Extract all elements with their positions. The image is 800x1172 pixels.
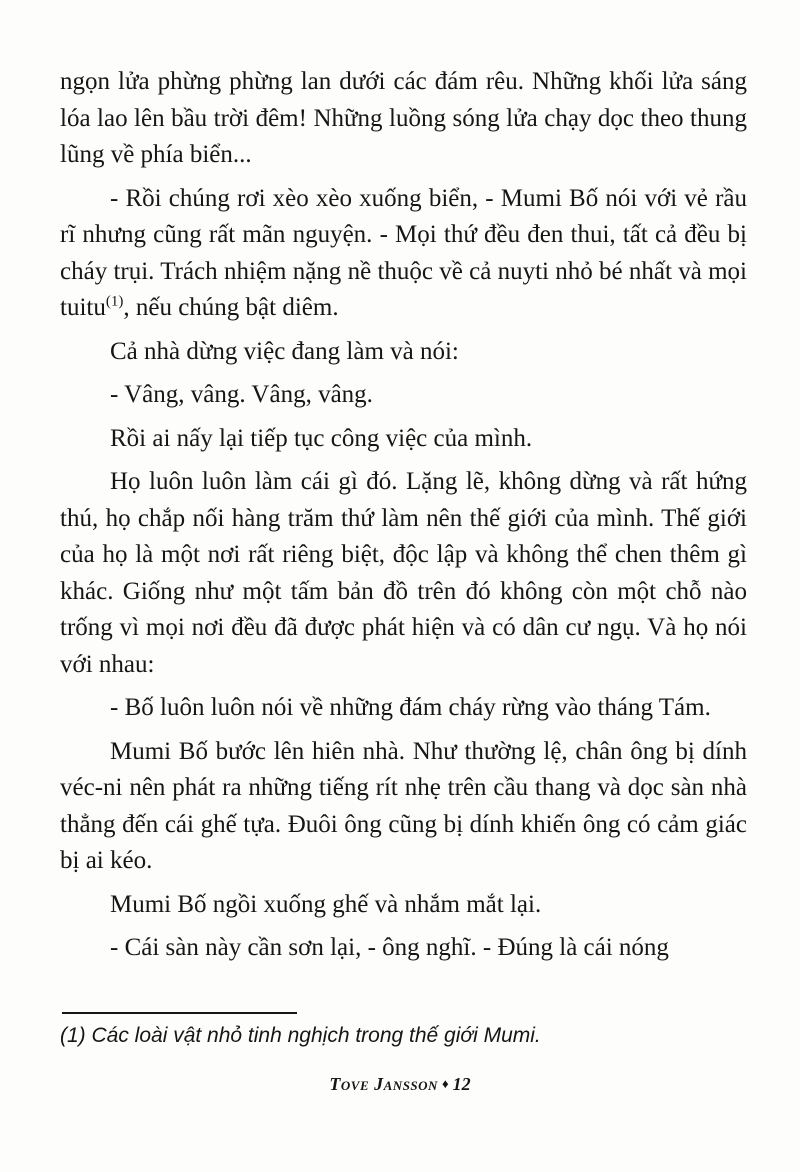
body-paragraph: - Vâng, vâng. Vâng, vâng. bbox=[110, 381, 373, 408]
footnote-ref: (1) bbox=[105, 293, 124, 310]
body-paragraph: - Bố luôn luôn nói về những đám cháy rừng vào tháng Tám. bbox=[110, 694, 711, 721]
body-paragraph: ngọn lửa phừng phừng lan dưới các đám rêu. Những khối lửa sáng lóa lao lên bầu trời đêm! Những luồng sóng lửa chạy dọc theo thung lũng về phía biển... bbox=[60, 68, 747, 168]
body-text bbox=[60, 64, 747, 974]
footer-page-number: 12 bbox=[452, 1074, 471, 1094]
page-footer bbox=[0, 1074, 800, 1095]
body-paragraph: - Cái sàn này cần sơn lại, - ông nghĩ. - Đúng là cái nóng bbox=[110, 934, 669, 961]
paragraph-text: , nếu chúng bật diêm. bbox=[123, 294, 339, 321]
footnote-rule bbox=[62, 1012, 297, 1014]
body-paragraph: Cả nhà dừng việc đang làm và nói: bbox=[110, 337, 459, 365]
body-paragraph bbox=[60, 181, 747, 327]
footer-separator-icon: ♦ bbox=[441, 1076, 449, 1091]
body-paragraph: Mumi Bố ngồi xuống ghế và nhắm mắt lại. bbox=[110, 890, 542, 918]
footnote bbox=[60, 1012, 747, 1050]
footnote-text: (1) Các loài vật nhỏ tinh nghịch trong thế giới Mumi. bbox=[60, 1024, 541, 1047]
body-paragraph: Mumi Bố bước lên hiên nhà. Như thường lệ, chân ông bị dính véc-ni nên phát ra những tiếng rít nhẹ trên cầu thang và dọc sàn nhà thẳng đến cái ghế tựa. Đuôi ông cũng bị dính khiến ông có cảm giác bị ai kéo. bbox=[60, 737, 747, 874]
footer-author: Tove Jansson bbox=[329, 1074, 438, 1094]
body-paragraph: Họ luôn luôn làm cái gì đó. Lặng lẽ, không dừng và rất hứng thú, họ chắp nối hàng trăm thứ làm nên thế giới của mình. Thế giới của họ là một nơi rất riêng biệt, độc lập và không thể chen thêm gì khác. Giống như một tấm bản đồ trên đó không còn một chỗ nào trống vì mọi nơi đều đã được phát hiện và có dân cư ngụ. Và họ nói với nhau: bbox=[60, 468, 747, 678]
body-paragraph: Rồi ai nấy lại tiếp tục công việc của mình. bbox=[110, 424, 533, 452]
paragraph-text: - Rồi chúng rơi xèo xèo xuống biển, - Mumi Bố nói với vẻ rầu rĩ nhưng cũng rất mãn nguyện. - Mọi thứ đều đen thui, tất cả đều bị cháy trụi. Trách nhiệm nặng nề thuộc về cả nuyti nhỏ bé nhất và mọi tuitu bbox=[60, 184, 747, 321]
